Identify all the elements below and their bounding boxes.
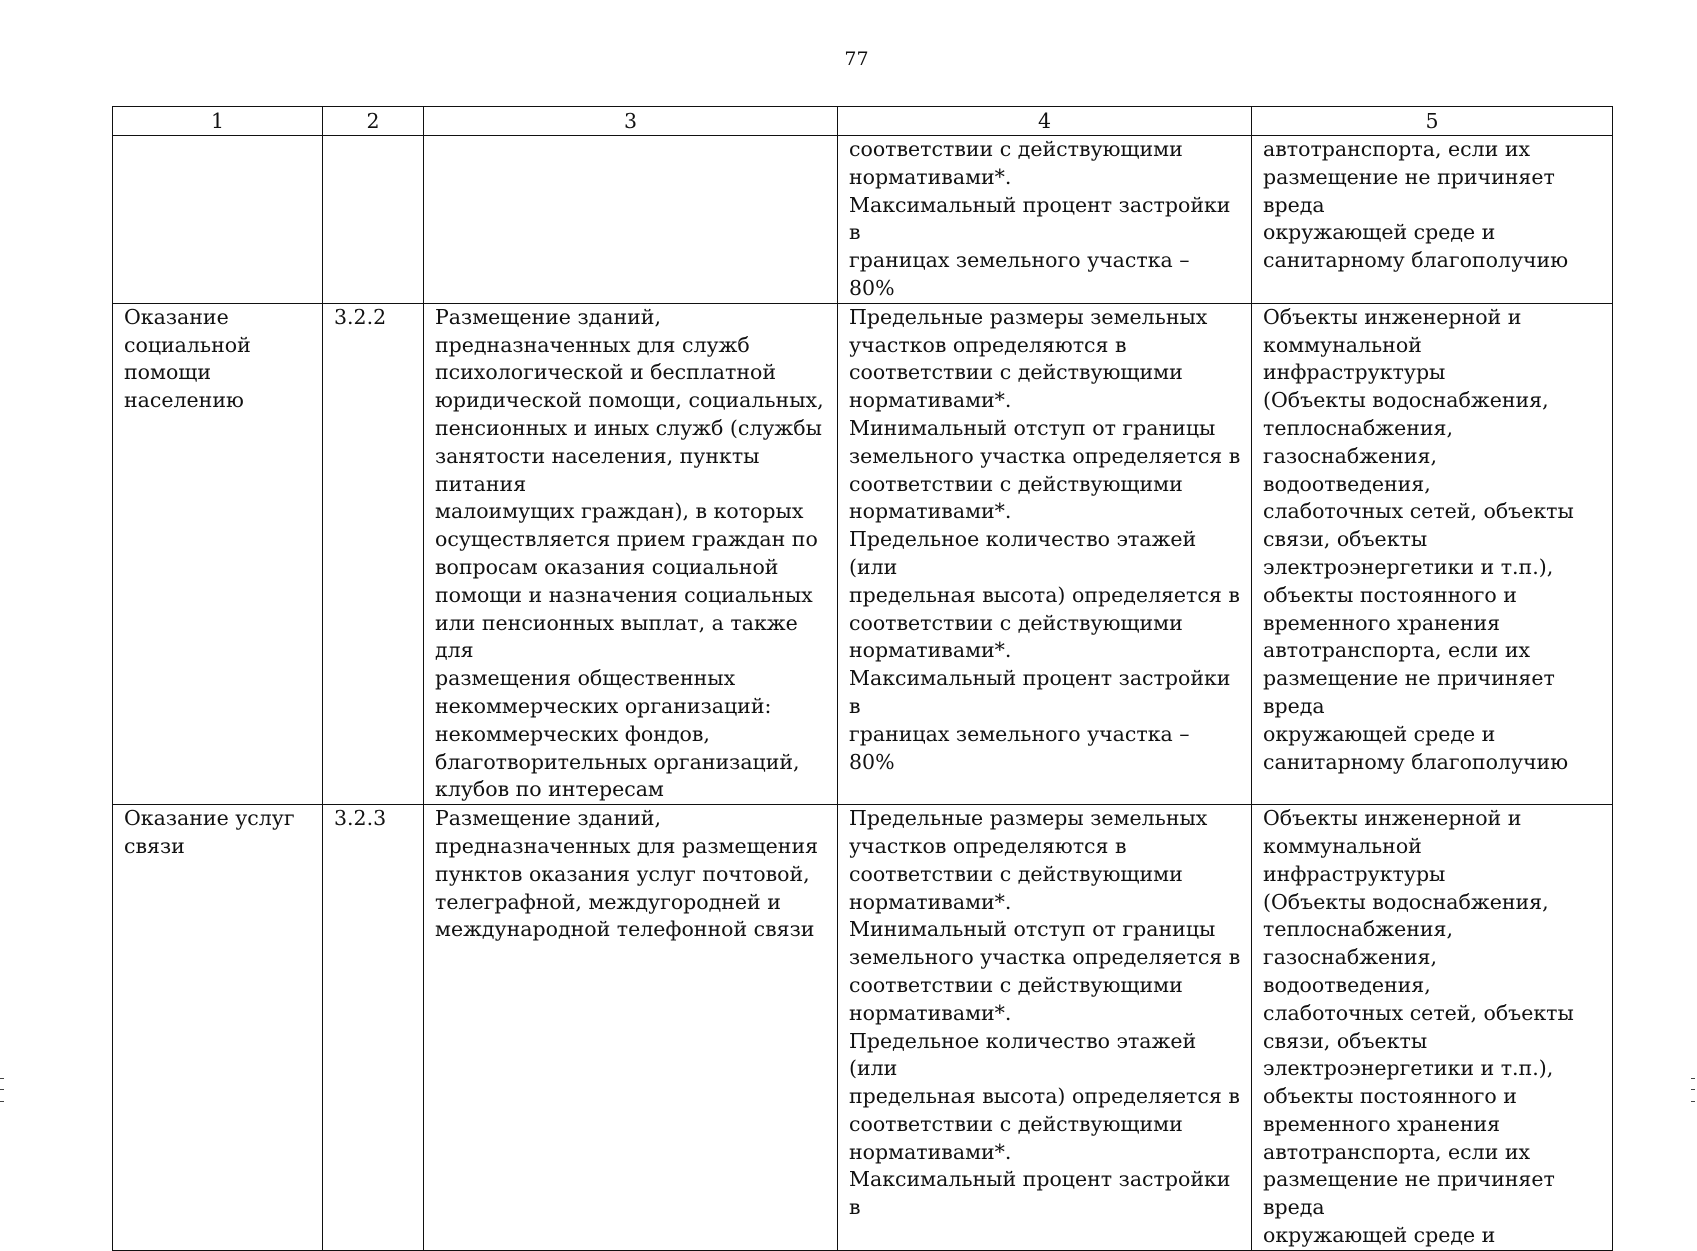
cell-code: 3.2.2 [323, 303, 424, 804]
cell-auxiliary: Объекты инженерной и коммунальной инфраструктуры (Объекты водоснабжения, теплоснабжения, газоснабжения, водоотведения, слаботочных сетей, объекты связи, объекты электроэнергетики и т.п.), объекты постоянного и временного хранения автотранспорта, если их размещение не причиняет вреда окружающей среде и [1252, 805, 1613, 1251]
column-header-5: 5 [1252, 107, 1613, 136]
cell-auxiliary: автотранспорта, если их размещение не причиняет вреда окружающей среде и санитарному благополучию [1252, 136, 1613, 304]
column-header-1: 1 [113, 107, 323, 136]
cell-parameters: Предельные размеры земельных участков определяются в соответствии с действующими нормативами*. Минимальный отступ от границы земельного участка определяется в соответствии с действующими нормативами*. Предельное количество этажей (или предельная высота) определяется в соответствии с действующими нормативами*. Максимальный процент застройки в [838, 805, 1252, 1251]
scan-margin-mark-right [1691, 1078, 1695, 1102]
column-header-2: 2 [323, 107, 424, 136]
cell-auxiliary: Объекты инженерной и коммунальной инфраструктуры (Объекты водоснабжения, теплоснабжения, газоснабжения, водоотведения, слаботочных сетей, объекты связи, объекты электроэнергетики и т.п.), объекты постоянного и временного хранения автотранспорта, если их размещение не причиняет вреда окружающей среде и санитарному благополучию [1252, 303, 1613, 804]
column-header-4: 4 [838, 107, 1252, 136]
page-number: 77 [844, 48, 869, 70]
header-row [113, 107, 1613, 136]
table-row [113, 303, 1613, 804]
column-header-3: 3 [424, 107, 838, 136]
scan-margin-mark-left [0, 1078, 4, 1102]
cell-name: Оказание социальной помощи населению [113, 303, 323, 804]
cell-parameters: соответствии с действующими нормативами*. Максимальный процент застройки в границах земельного участка – 80% [838, 136, 1252, 304]
cell-description: Размещение зданий, предназначенных для размещения пунктов оказания услуг почтовой, телеграфной, междугородней и международной телефонной связи [424, 805, 838, 1251]
cell-description: Размещение зданий, предназначенных для служб психологической и бесплатной юридической помощи, социальных, пенсионных и иных служб (службы занятости населения, пункты питания малоимущих граждан), в которых осуществляется прием граждан по вопросам оказания социальной помощи и назначения социальных или пенсионных выплат, а также для размещения общественных некоммерческих организаций: некоммерческих фондов, благотворительных организаций, клубов по интересам [424, 303, 838, 804]
land-use-table [112, 106, 1613, 1251]
cell-description [424, 136, 838, 304]
cell-code: 3.2.3 [323, 805, 424, 1251]
cell-parameters: Предельные размеры земельных участков определяются в соответствии с действующими нормативами*. Минимальный отступ от границы земельного участка определяется в соответствии с действующими нормативами*. Предельное количество этажей (или предельная высота) определяется в соответствии с действующими нормативами*. Максимальный процент застройки в границах земельного участка – 80% [838, 303, 1252, 804]
cell-code [323, 136, 424, 304]
cell-name: Оказание услуг связи [113, 805, 323, 1251]
cell-name [113, 136, 323, 304]
table-row [113, 805, 1613, 1251]
table-row [113, 136, 1613, 304]
